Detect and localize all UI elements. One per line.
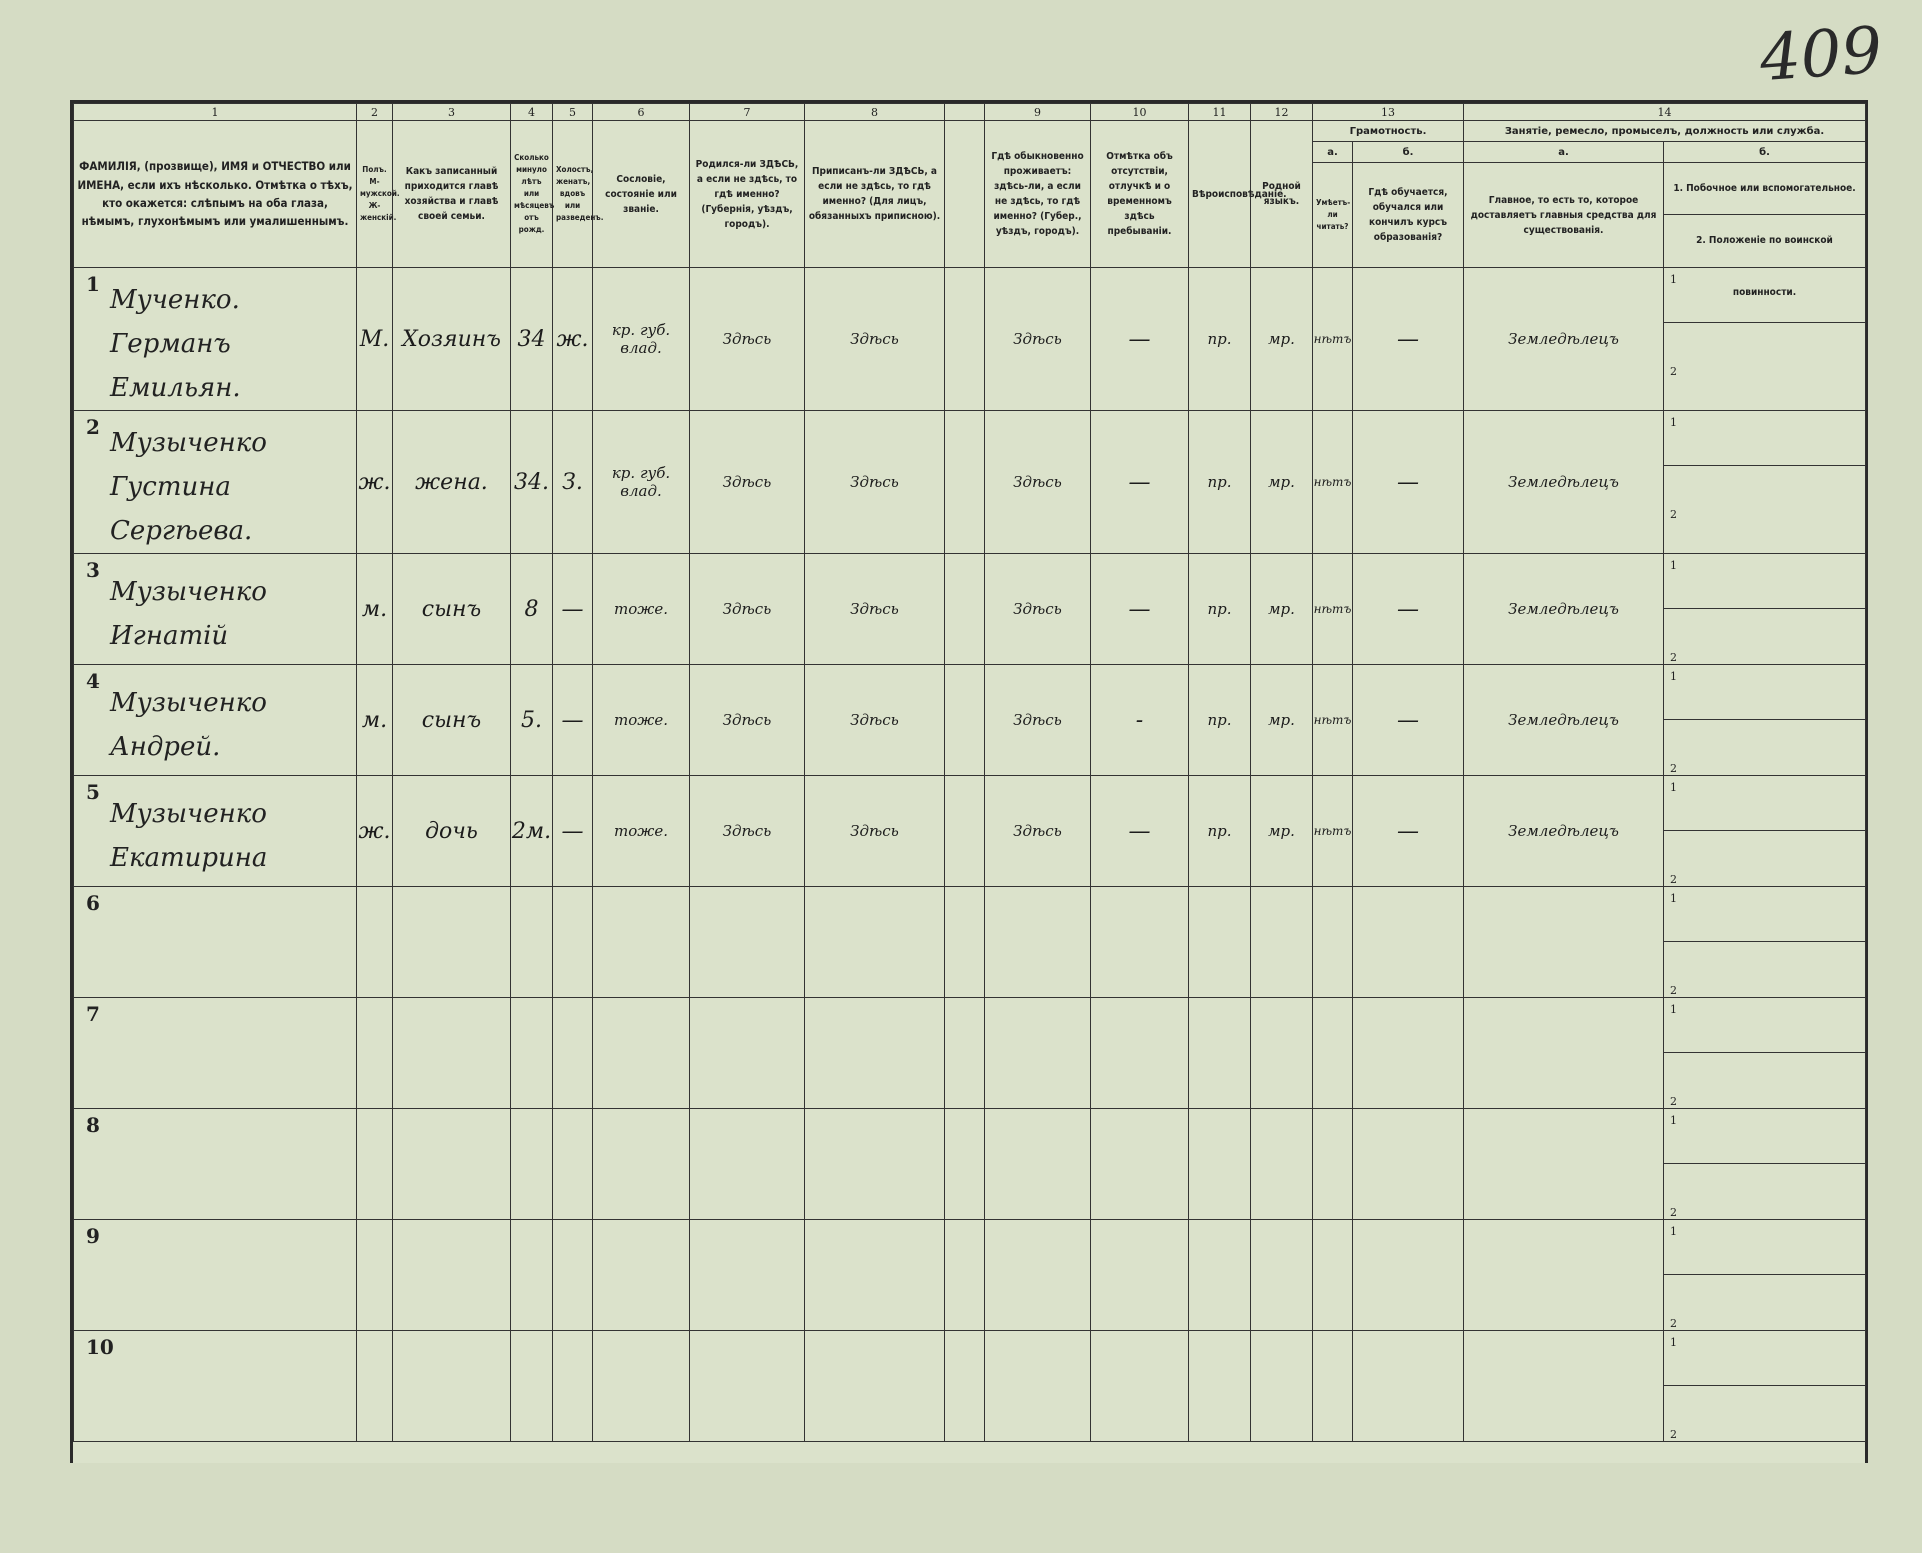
- side-occupation-cell: [1664, 1109, 1866, 1220]
- absence-value: —: [1091, 411, 1189, 554]
- header-occupation-side-1: 1. Побочное или вспомогательное.: [1664, 163, 1865, 215]
- side-occupation-1: 1: [1670, 273, 1677, 286]
- census-table: [73, 103, 1866, 1442]
- registered-value: Здѣсь: [805, 776, 945, 887]
- table-row: [74, 776, 1866, 887]
- side-occupation-2: 2: [1670, 1317, 1677, 1330]
- side-occupation-cell: [1664, 1220, 1866, 1331]
- given-name: Екатирина: [110, 843, 268, 873]
- given-name: Германъ Емильян.: [110, 329, 241, 403]
- side-occupation-2: 2: [1670, 1206, 1677, 1219]
- estate-value: тоже.: [593, 776, 690, 887]
- education-value: —: [1353, 411, 1464, 554]
- table-row-empty: [74, 1331, 1866, 1442]
- header-registered: Приписанъ-ли ЗДѢСЬ, а если не здѣсь, то гдѣ именно? (Для лицъ, обязанныхъ приписною).: [805, 121, 945, 268]
- side-occupation-cell: [1664, 411, 1866, 554]
- header-sex: Полъ. М-мужской. Ж-женскій.: [357, 121, 393, 268]
- religion-value: пр.: [1189, 665, 1251, 776]
- side-occupation-cell: [1664, 665, 1866, 776]
- education-value: —: [1353, 665, 1464, 776]
- table-row-empty: [74, 887, 1866, 998]
- occupation-value: Земледѣлецъ: [1464, 665, 1664, 776]
- surname: Музыченко: [110, 688, 267, 718]
- colnum-7: 7: [690, 104, 805, 121]
- person-name-cell: [74, 554, 357, 665]
- registered-value: Здѣсь: [805, 665, 945, 776]
- gap-cell: [945, 554, 985, 665]
- absence-value: -: [1091, 665, 1189, 776]
- registered-value: Здѣсь: [805, 268, 945, 411]
- resides-value: Здѣсь: [985, 268, 1091, 411]
- colnum-1: 1: [74, 104, 357, 121]
- header-resides: Гдѣ обыкновенно проживаетъ: здѣсь-ли, а если не здѣсь, то гдѣ именно? (Губер., уѣздъ, городъ).: [985, 121, 1091, 268]
- side-occupation-1: 1: [1670, 1336, 1677, 1349]
- given-name: Игнатій: [110, 621, 229, 651]
- person-name-cell: [74, 1331, 357, 1442]
- side-occupation-1: 1: [1670, 1003, 1677, 1016]
- row-number: 3: [86, 558, 100, 582]
- header-language: Родной языкъ.: [1251, 121, 1313, 268]
- gap-cell: [945, 268, 985, 411]
- surname: Музыченко: [110, 428, 267, 458]
- religion-value: пр.: [1189, 268, 1251, 411]
- header-occupation-main: Главное, то есть то, которое доставляетъ главныя средства для существованія.: [1464, 163, 1664, 268]
- resides-value: Здѣсь: [985, 665, 1091, 776]
- surname: Мученко.: [110, 285, 240, 315]
- relation-value: Хозяинъ: [393, 268, 511, 411]
- row-number: 2: [86, 415, 100, 439]
- person-name-cell: [74, 268, 357, 411]
- row-number: 10: [86, 1335, 114, 1359]
- colnum-8: 8: [805, 104, 945, 121]
- side-occupation-2: 2: [1670, 365, 1677, 378]
- absence-value: —: [1091, 268, 1189, 411]
- resides-value: Здѣсь: [985, 554, 1091, 665]
- side-occupation-1: 1: [1670, 1225, 1677, 1238]
- age-value: 34: [511, 268, 553, 411]
- header-marital: Холостъ, женатъ, вдовъ или разведенъ.: [553, 121, 593, 268]
- header-relation: Какъ записанный приходится главѣ хозяйства и главѣ своей семьи.: [393, 121, 511, 268]
- colnum-12: 12: [1251, 104, 1313, 121]
- side-occupation-2: 2: [1670, 984, 1677, 997]
- person-name-cell: [74, 776, 357, 887]
- header-occupation-b-label: б.: [1664, 142, 1866, 163]
- born-value: Здѣсь: [690, 776, 805, 887]
- header-row-1: [74, 121, 1866, 142]
- colnum-4: 4: [511, 104, 553, 121]
- gap-cell: [945, 776, 985, 887]
- table-row: [74, 665, 1866, 776]
- header-education: Гдѣ обучается, обучался или кончилъ курсъ образованія?: [1353, 163, 1464, 268]
- relation-value: жена.: [393, 411, 511, 554]
- born-value: Здѣсь: [690, 268, 805, 411]
- age-value: 5.: [511, 665, 553, 776]
- header-gap: [945, 121, 985, 268]
- side-occupation-1: 1: [1670, 416, 1677, 429]
- header-religion: Вѣроисповѣданіе.: [1189, 121, 1251, 268]
- side-occupation-1: 1: [1670, 892, 1677, 905]
- marital-value: —: [553, 776, 593, 887]
- sex-value: м.: [357, 554, 393, 665]
- header-occupation-side-2: 2. Положеніе по воинской повинности.: [1696, 235, 1833, 298]
- side-occupation-2: 2: [1670, 873, 1677, 886]
- born-value: Здѣсь: [690, 554, 805, 665]
- marital-value: ж.: [553, 268, 593, 411]
- page-number: 409: [1757, 13, 1885, 97]
- census-form: [70, 100, 1868, 1463]
- person-name-cell: [74, 411, 357, 554]
- marital-value: —: [553, 665, 593, 776]
- language-value: мр.: [1251, 268, 1313, 411]
- header-can-read: Умѣетъ-ли читать?: [1313, 163, 1353, 268]
- colnum-3: 3: [393, 104, 511, 121]
- sex-value: ж.: [357, 411, 393, 554]
- row-number: 4: [86, 669, 100, 693]
- religion-value: пр.: [1189, 411, 1251, 554]
- registered-value: Здѣсь: [805, 554, 945, 665]
- estate-value: тоже.: [593, 554, 690, 665]
- side-occupation-2: 2: [1670, 762, 1677, 775]
- relation-value: сынъ: [393, 665, 511, 776]
- side-occupation-1: 1: [1670, 781, 1677, 794]
- table-row-empty: [74, 998, 1866, 1109]
- table-row-empty: [74, 1220, 1866, 1331]
- header-name: ФАМИЛІЯ, (прозвище), ИМЯ и ОТЧЕСТВО или ИМЕНА, если ихъ нѣсколько. Отмѣтка о тѣхъ, кто окажется: слѣпымъ на оба глаза, нѣмымъ, глухонѣмымъ или умалишеннымъ.: [74, 121, 357, 268]
- colnum-9: 9: [985, 104, 1091, 121]
- gap-cell: [945, 665, 985, 776]
- person-name-cell: [74, 998, 357, 1109]
- relation-value: сынъ: [393, 554, 511, 665]
- row-number: 5: [86, 780, 100, 804]
- side-occupation-cell: [1664, 554, 1866, 665]
- colnum-gap: [945, 104, 985, 121]
- literate-value: нѣтъ: [1313, 665, 1353, 776]
- education-value: —: [1353, 268, 1464, 411]
- side-occupation-cell: [1664, 1331, 1866, 1442]
- side-occupation-1: 1: [1670, 559, 1677, 572]
- header-literacy-a-label: а.: [1313, 142, 1353, 163]
- side-occupation-cell: [1664, 998, 1866, 1109]
- side-occupation-cell: [1664, 887, 1866, 998]
- header-literacy: Грамотность.: [1313, 121, 1464, 142]
- colnum-10: 10: [1091, 104, 1189, 121]
- table-row: [74, 411, 1866, 554]
- surname: Музыченко: [110, 799, 267, 829]
- colnum-5: 5: [553, 104, 593, 121]
- colnum-14: 14: [1464, 104, 1866, 121]
- absence-value: —: [1091, 554, 1189, 665]
- sex-value: ж.: [357, 776, 393, 887]
- side-occupation-1: 1: [1670, 1114, 1677, 1127]
- marital-value: З.: [553, 411, 593, 554]
- education-value: —: [1353, 776, 1464, 887]
- language-value: мр.: [1251, 411, 1313, 554]
- table-row: [74, 268, 1866, 411]
- surname: Музыченко: [110, 577, 267, 607]
- occupation-value: Земледѣлецъ: [1464, 776, 1664, 887]
- header-occupation: Занятіе, ремесло, промыселъ, должность или служба.: [1464, 121, 1866, 142]
- header-absence: Отмѣтка объ отсутствіи, отлучкѣ и о временномъ здѣсь пребываніи.: [1091, 121, 1189, 268]
- side-occupation-2: 2: [1670, 1428, 1677, 1441]
- estate-value: кр. губ. влад.: [593, 411, 690, 554]
- colnum-6: 6: [593, 104, 690, 121]
- absence-value: —: [1091, 776, 1189, 887]
- side-occupation-2: 2: [1670, 508, 1677, 521]
- occupation-value: Земледѣлецъ: [1464, 554, 1664, 665]
- row-number: 9: [86, 1224, 100, 1248]
- born-value: Здѣсь: [690, 411, 805, 554]
- age-value: 34.: [511, 411, 553, 554]
- person-name-cell: [74, 887, 357, 998]
- occupation-value: Земледѣлецъ: [1464, 411, 1664, 554]
- literate-value: нѣтъ: [1313, 268, 1353, 411]
- language-value: мр.: [1251, 554, 1313, 665]
- table-row: [74, 554, 1866, 665]
- given-name: Андрей.: [110, 732, 221, 762]
- header-literacy-b-label: б.: [1353, 142, 1464, 163]
- age-value: 8: [511, 554, 553, 665]
- resides-value: Здѣсь: [985, 776, 1091, 887]
- person-name-cell: [74, 1109, 357, 1220]
- education-value: —: [1353, 554, 1464, 665]
- row-number: 7: [86, 1002, 100, 1026]
- relation-value: дочь: [393, 776, 511, 887]
- side-occupation-2: 2: [1670, 651, 1677, 664]
- side-occupation-cell: [1664, 776, 1866, 887]
- gap-cell: [945, 411, 985, 554]
- column-number-row: [74, 104, 1866, 121]
- side-occupation-1: 1: [1670, 670, 1677, 683]
- registered-value: Здѣсь: [805, 411, 945, 554]
- colnum-13: 13: [1313, 104, 1464, 121]
- religion-value: пр.: [1189, 554, 1251, 665]
- age-value: 2м.: [511, 776, 553, 887]
- given-name: Густина Сергѣева.: [110, 472, 253, 546]
- header-age: Сколько минуло лѣтъ или мѣсяцевъ отъ рожд.: [511, 121, 553, 268]
- literate-value: нѣтъ: [1313, 554, 1353, 665]
- resides-value: Здѣсь: [985, 411, 1091, 554]
- header-born: Родился-ли ЗДѢСЬ, а если не здѣсь, то гдѣ именно? (Губернія, уѣздъ, городъ).: [690, 121, 805, 268]
- row-number: 1: [86, 272, 100, 296]
- header-occupation-side: [1664, 163, 1866, 298]
- literate-value: нѣтъ: [1313, 411, 1353, 554]
- header-estate: Сословіе, состояніе или званіе.: [593, 121, 690, 268]
- born-value: Здѣсь: [690, 665, 805, 776]
- religion-value: пр.: [1189, 776, 1251, 887]
- side-occupation-cell: [1664, 268, 1866, 411]
- table-row-empty: [74, 1109, 1866, 1220]
- person-name-cell: [74, 665, 357, 776]
- estate-value: кр. губ. влад.: [593, 268, 690, 411]
- colnum-2: 2: [357, 104, 393, 121]
- row-number: 8: [86, 1113, 100, 1137]
- row-number: 6: [86, 891, 100, 915]
- occupation-value: Земледѣлецъ: [1464, 268, 1664, 411]
- sex-value: М.: [357, 268, 393, 411]
- header-occupation-a-label: а.: [1464, 142, 1664, 163]
- sex-value: м.: [357, 665, 393, 776]
- estate-value: тоже.: [593, 665, 690, 776]
- person-name-cell: [74, 1220, 357, 1331]
- marital-value: —: [553, 554, 593, 665]
- literate-value: нѣтъ: [1313, 776, 1353, 887]
- language-value: мр.: [1251, 665, 1313, 776]
- language-value: мр.: [1251, 776, 1313, 887]
- colnum-11: 11: [1189, 104, 1251, 121]
- side-occupation-2: 2: [1670, 1095, 1677, 1108]
